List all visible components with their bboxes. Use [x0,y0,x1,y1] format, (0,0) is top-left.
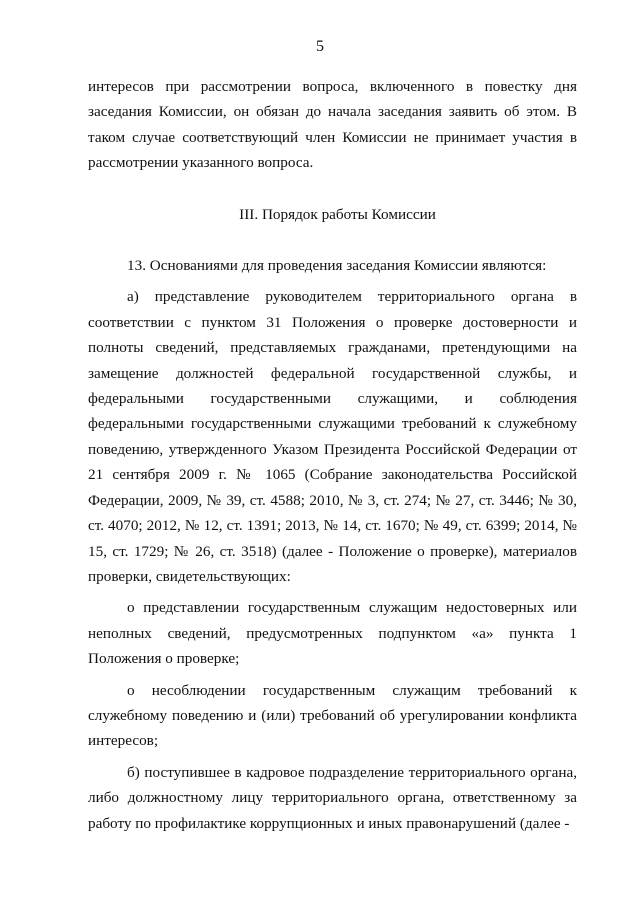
paragraph-continuation: интересов при рассмотрении вопроса, включенного в повестку дня заседания Комиссии, он обязан до начала заседания заявить об этом. В таком случае соответствующий член Комиссии не принимает участия в рассмотрении указанного вопроса. [88,78,577,172]
page-number: 5 [316,38,324,55]
document-body [88,74,577,836]
paragraph-13a: а) представление руководителем территориального органа в соответствии с пунктом 31 Положения о проверке достоверности и полноты сведений, представляемых гражданами, претендующими на замещение должностей федеральной государственной службы, и федеральными государственными служащими, и соблюдения федеральными государственными служащими требований к служебному поведению, утвержденного Указом Президента Российской Федерации от 21 сентября 2009 г. № 1065 (Собрание законодательства Российской Федерации, 2009, № 39, ст. 4588; 2010, № 3, ст. 274; № 27, ст. 3446; № 30, ст. 4070; 2012, № 12, ст. 1391; 2013, № 14, ст. 1670; № 49, ст. 6399; 2014, № 15, ст. 1729; № 26, ст. 3518) (далее - Положение о проверке), материалов проверки, свидетельствующих: [88,288,577,585]
paragraph-13a-item-2: о несоблюдении государственным служащим требований к служебному поведению и (или) требований об урегулировании конфликта интересов; [88,681,577,750]
section-heading: III. Порядок работы Комиссии [239,205,436,223]
paragraph-13a-item-1: о представлении государственным служащим недостоверных или неполных сведений, предусмотренных подпунктом «а» пункта 1 Положения о проверке; [88,599,577,668]
paragraph-13b: б) поступившее в кадровое подразделение территориального органа, либо должностному лицу территориального органа, ответственному за работу по профилактике коррупционных и иных правонарушений (далее - [88,763,577,832]
paragraph-13: 13. Основаниями для проведения заседания Комиссии являются: [127,257,547,275]
